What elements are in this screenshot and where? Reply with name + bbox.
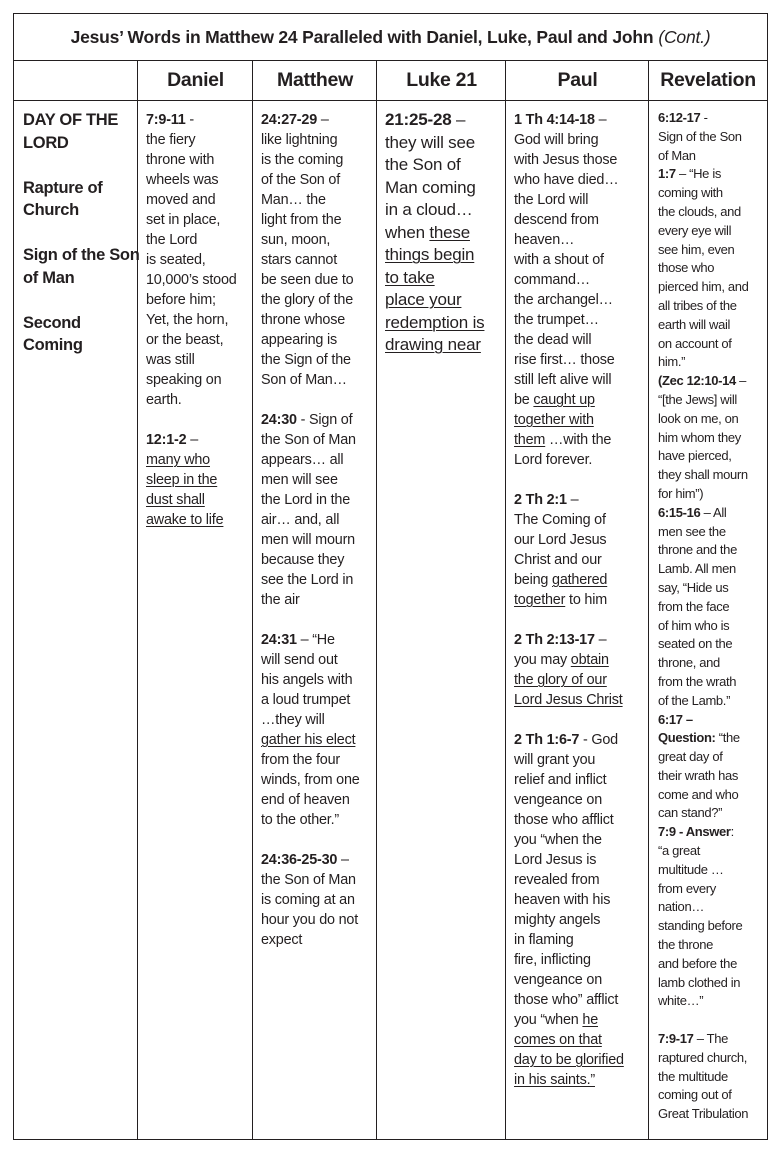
text-line: in a cloud… — [385, 200, 473, 219]
verse-ref: 12:1-2 — [146, 432, 187, 448]
text-line: revealed from — [514, 872, 600, 888]
text-line: was still — [146, 352, 195, 368]
text-line: the archangel… — [514, 292, 613, 308]
text-line — [385, 222, 505, 245]
column-divider — [505, 61, 506, 1139]
matthew-ref-line — [261, 410, 376, 430]
text-line: heaven… — [514, 232, 575, 248]
verse-sep: - — [185, 112, 194, 128]
underlined-text: together with — [514, 412, 594, 428]
text-line: 10,000’s stood — [146, 272, 237, 288]
text-line: with a shout of — [514, 252, 604, 268]
text-line: men will mourn — [261, 532, 355, 548]
text-line — [514, 650, 648, 670]
underlined-text: in his saints.” — [514, 1072, 595, 1088]
text-line: earth. — [146, 392, 182, 408]
text-line: throne with — [146, 152, 215, 168]
text-line: have pierced, — [658, 448, 732, 464]
text-line: will grant you — [514, 752, 596, 768]
text-line: …they will — [261, 712, 325, 728]
text-line: appears… all — [261, 452, 344, 468]
topics-column — [23, 109, 141, 379]
text-line: standing before — [658, 918, 743, 934]
column-header-row — [14, 61, 767, 101]
verse-ref: 6:12-17 — [658, 110, 701, 125]
text-line: from every — [658, 880, 716, 896]
text-line: earth will wail — [658, 316, 731, 332]
text-line: all tribes of the — [658, 297, 737, 313]
text-line: will send out — [261, 652, 338, 668]
text-line: can stand?” — [658, 805, 723, 821]
text-line: like lightning — [261, 132, 338, 148]
text-line: the Lord in the — [261, 492, 351, 508]
rev-ref-line — [658, 109, 770, 128]
text-line — [658, 729, 770, 748]
text-line: moved and — [146, 192, 216, 208]
underlined-text: them — [514, 432, 546, 448]
text-line: appearing is — [261, 332, 338, 348]
underlined-text: gathered — [552, 572, 608, 588]
verse-ref: 1:7 — [658, 166, 676, 182]
text-line: they will see — [385, 132, 475, 152]
matthew-ref-line — [261, 850, 376, 870]
text-line — [385, 334, 505, 357]
text-line — [385, 289, 505, 312]
verse-ref: 7:9-11 — [146, 112, 186, 128]
plain-text: you may — [514, 652, 571, 668]
header-paul: Paul — [557, 69, 598, 91]
text-line: vengeance on — [514, 792, 603, 808]
luke-column — [385, 109, 505, 357]
text-line: who have died… — [514, 172, 619, 188]
text-line — [514, 1010, 648, 1030]
underlined-text: gather his elect — [261, 732, 356, 748]
text-line: vengeance on — [514, 972, 603, 988]
underlined-text: drawing near — [385, 335, 481, 354]
text-line: end of heaven — [261, 792, 350, 808]
verse-ref: 7:9 - Answer — [658, 824, 731, 840]
verse-ref: 6:15-16 — [658, 504, 701, 520]
topic-sign-of-son-of-man: Sign of the Son of Man — [23, 246, 140, 287]
text-line — [514, 390, 648, 410]
column-divider — [376, 61, 377, 1139]
text-line: Yet, the horn, — [146, 312, 229, 328]
text-line: God will bring — [514, 132, 599, 148]
topic-second-coming: Second Coming — [23, 313, 83, 354]
underlined-text: to take — [385, 267, 435, 287]
rev-ref-line — [658, 1030, 770, 1049]
text-line: the fiery — [146, 132, 196, 148]
text-line: raptured church, — [658, 1049, 748, 1065]
text-line: great day of — [658, 749, 723, 765]
verse-sep: - — [700, 110, 708, 125]
text-line — [514, 670, 648, 690]
text-line — [514, 590, 648, 610]
underlined-text: the glory of our — [514, 672, 607, 688]
text-line: before him; — [146, 292, 216, 308]
verse-sep: – — [566, 492, 579, 508]
text-line: expect — [261, 932, 303, 948]
text-line: come and who — [658, 786, 739, 802]
underlined-text: many who — [146, 452, 210, 468]
text-line: the Sign of the — [261, 352, 351, 368]
underlined-text: he — [582, 1012, 599, 1028]
text-line — [146, 510, 251, 530]
table-title — [14, 14, 767, 61]
text-line: the Son of Man — [261, 432, 356, 448]
header-luke: Luke 21 — [406, 69, 477, 91]
paul-column — [514, 110, 648, 1090]
plain-text: being — [514, 572, 553, 588]
text-line: mighty angels — [514, 912, 601, 928]
verse-sep: - God — [579, 732, 618, 748]
text-line: Christ and our — [514, 552, 602, 568]
text-line — [514, 690, 648, 710]
text-line: sun, moon, — [261, 232, 331, 248]
text-line — [514, 1070, 648, 1090]
text-line: still left alive will — [514, 372, 612, 388]
text-line: the trumpet… — [514, 312, 599, 328]
plain-text: to him — [565, 592, 608, 608]
underlined-text: redemption is — [385, 312, 485, 332]
column-divider — [648, 61, 649, 1139]
text-line: The Coming of — [514, 512, 606, 528]
text-line: to the other.” — [261, 812, 339, 828]
text-line: set in place, — [146, 212, 221, 228]
text-line: the air — [261, 592, 300, 608]
text-line: the Son of — [385, 155, 461, 174]
underlined-text: caught up — [533, 392, 595, 408]
text-line: say, “Hide us — [658, 579, 729, 595]
text-line: seated on the — [658, 636, 733, 652]
text-line: of Man — [658, 147, 696, 163]
topic-day-of-the-lord: DAY OF THE LORD — [23, 111, 119, 152]
text-line: the Lord — [146, 232, 198, 248]
text-line: his angels with — [261, 672, 353, 688]
text-line: rise first… those — [514, 352, 615, 368]
text-line: “[the Jews] will — [658, 391, 737, 407]
text-line: their wrath has — [658, 767, 739, 783]
text-line: the throne — [658, 937, 714, 953]
title-main: Jesus’ Words in Matthew 24 Paralleled with Daniel, Luke, Paul and John — [70, 26, 654, 47]
text-line: heaven with his — [514, 892, 611, 908]
plain-text: when — [385, 222, 430, 242]
underlined-text: awake to life — [146, 512, 224, 528]
rev-ref-line — [658, 823, 770, 842]
text-line: the multitude — [658, 1068, 728, 1084]
text-line — [514, 430, 648, 450]
verse-sep: – — [317, 112, 329, 128]
text-line: speaking on — [146, 372, 222, 388]
paul-ref-line — [514, 630, 648, 650]
text-line — [514, 1050, 648, 1070]
paul-ref-line — [514, 110, 648, 130]
underlined-text: these — [429, 222, 470, 242]
text-line: multitude … — [658, 861, 724, 877]
header-revelation: Revelation — [660, 69, 756, 91]
rev-ref-line — [658, 504, 770, 523]
text-line — [514, 570, 648, 590]
text-line: Great Tribulation — [658, 1106, 749, 1122]
verse-sep: – “He is — [675, 166, 722, 182]
text-line: in flaming — [514, 932, 574, 948]
text-line: him.” — [658, 354, 686, 370]
daniel-ref-line — [146, 110, 251, 130]
verse-sep: – — [337, 852, 349, 868]
verse-ref: 7:9-17 — [658, 1031, 694, 1047]
text-line: white…” — [658, 993, 704, 1009]
text-line: is coming at an — [261, 892, 355, 908]
underlined-text: together — [514, 592, 566, 608]
verse-ref: 24:36-25-30 — [261, 852, 338, 868]
text-line: of the Son of — [261, 172, 341, 188]
text-line: Sign of the Son — [658, 128, 742, 144]
verse-sep: – “He — [296, 632, 335, 648]
verse-sep: – — [594, 112, 607, 128]
plain-text: you “when — [514, 1012, 583, 1028]
header-matthew: Matthew — [277, 69, 353, 91]
rev-ref-line — [658, 165, 770, 184]
text-line: and before the — [658, 955, 737, 971]
parallel-table — [13, 13, 768, 1140]
underlined-text: things begin — [385, 245, 475, 264]
verse-sep: – — [186, 432, 199, 448]
text-line — [514, 410, 648, 430]
text-line: the dead will — [514, 332, 592, 348]
text-line: Lamb. All men — [658, 561, 736, 577]
verse-ref: 1 Th 4:14-18 — [514, 112, 595, 128]
text-line: is the coming — [261, 152, 344, 168]
verse-ref: 2 Th 2:1 — [514, 492, 567, 508]
text-line — [385, 244, 505, 267]
verse-ref: 21:25-28 — [385, 110, 452, 129]
verse-ref: (Zec 12:10-14 — [658, 373, 736, 389]
text-line — [146, 470, 251, 490]
text-line: men see the — [658, 523, 726, 539]
text-line: “a great — [658, 843, 701, 859]
plain-text: “the — [715, 730, 740, 746]
text-line: from the four — [261, 752, 340, 768]
text-line: winds, from one — [261, 772, 360, 788]
text-line: is seated, — [146, 252, 206, 268]
text-line: see him, even — [658, 241, 735, 257]
text-line: you “when the — [514, 832, 602, 848]
text-line: our Lord Jesus — [514, 532, 607, 548]
text-line: throne whose — [261, 312, 346, 328]
verse-ref: 24:30 — [261, 412, 297, 428]
text-line: coming with — [658, 185, 723, 201]
underlined-text: comes on that — [514, 1032, 602, 1048]
text-line: be seen due to — [261, 272, 354, 288]
verse-ref: 2 Th 2:13-17 — [514, 632, 595, 648]
daniel-ref-line — [146, 430, 251, 450]
underlined-text: dust shall — [146, 492, 205, 508]
text-line — [514, 1030, 648, 1050]
verse-ref: 24:31 — [261, 632, 297, 648]
matthew-ref-line — [261, 110, 376, 130]
header-daniel: Daniel — [167, 69, 224, 91]
text-line: with Jesus those — [514, 152, 618, 168]
text-line: Lord Jesus is — [514, 852, 597, 868]
text-line: wheels was — [146, 172, 219, 188]
text-line: the glory of the — [261, 292, 353, 308]
text-line: every eye will — [658, 222, 732, 238]
text-line: a loud trumpet — [261, 692, 351, 708]
daniel-column — [146, 110, 251, 530]
column-divider — [252, 61, 253, 1139]
underlined-text: Lord Jesus Christ — [514, 692, 623, 708]
text-line: the Lord will — [514, 192, 589, 208]
underlined-text: sleep in the — [146, 472, 218, 488]
text-line — [261, 730, 376, 750]
text-line: lamb clothed in — [658, 974, 741, 990]
verse-sep: – — [735, 373, 746, 389]
text-line: of the Lamb.” — [658, 692, 731, 708]
text-line: Son of Man… — [261, 372, 347, 388]
verse-ref: 24:27-29 — [261, 112, 318, 128]
text-line: from the face — [658, 598, 730, 614]
text-line: pierced him, and — [658, 279, 749, 295]
text-line — [146, 450, 251, 470]
paul-ref-line — [514, 490, 648, 510]
verse-sep: – — [594, 632, 607, 648]
rev-ref-line — [658, 372, 770, 391]
text-line: descend from — [514, 212, 599, 228]
underlined-text: obtain — [570, 652, 609, 668]
text-line: nation… — [658, 899, 704, 915]
text-line: on account of — [658, 335, 732, 351]
matthew-column — [261, 110, 376, 950]
text-line: Man… the — [261, 192, 326, 208]
text-line: air… and, all — [261, 512, 340, 528]
text-line — [385, 312, 505, 335]
text-line: relief and inflict — [514, 772, 607, 788]
topic-rapture-of-church: Rapture of Church — [23, 178, 103, 219]
text-line: those who afflict — [514, 812, 614, 828]
text-line: they shall mourn — [658, 467, 748, 483]
verse-ref: 2 Th 1:6-7 — [514, 732, 580, 748]
matthew-ref-line — [261, 630, 376, 650]
text-line — [385, 267, 505, 290]
text-line: light from the — [261, 212, 342, 228]
text-line — [146, 490, 251, 510]
luke-ref-line — [385, 109, 505, 132]
underlined-text: place your — [385, 290, 462, 309]
text-line: throne, and — [658, 655, 720, 671]
text-line: for him”) — [658, 485, 704, 501]
verse-sep: - Sign of — [296, 412, 353, 428]
text-line: from the wrath — [658, 673, 737, 689]
verse-sep: – All — [700, 504, 727, 520]
text-line: the clouds, and — [658, 203, 741, 219]
text-line: or the beast, — [146, 332, 224, 348]
text-line: hour you do not — [261, 912, 359, 928]
title-cont: (Cont.) — [658, 26, 711, 47]
text-line: stars cannot — [261, 252, 337, 268]
text-line: because they — [261, 552, 345, 568]
text-line: Man coming — [385, 177, 476, 197]
plain-text: be — [514, 392, 534, 408]
text-line: Lord forever. — [514, 452, 593, 468]
verse-sep: – — [451, 110, 466, 129]
text-line: the Son of Man — [261, 872, 356, 888]
text-line: see the Lord in — [261, 572, 354, 588]
text-line: look on me, on — [658, 410, 739, 426]
question-label: Question: — [658, 730, 716, 746]
verse-sep: : — [730, 824, 734, 840]
text-line: coming out of — [658, 1087, 732, 1103]
paul-ref-line — [514, 730, 648, 750]
text-line: those who” afflict — [514, 992, 619, 1008]
text-line: throne and the — [658, 542, 737, 558]
underlined-text: day to be glorified — [514, 1052, 624, 1068]
text-line: him whom they — [658, 429, 741, 445]
rev-ref-line: 6:17 – — [658, 711, 693, 727]
text-line: those who — [658, 260, 715, 276]
verse-sep: – The — [693, 1031, 729, 1047]
text-line: command… — [514, 272, 590, 288]
text-line: men will see — [261, 472, 338, 488]
plain-text: …with the — [545, 432, 612, 448]
text-line: of him who is — [658, 617, 730, 633]
revelation-column — [658, 109, 770, 1124]
text-line: fire, inflicting — [514, 952, 591, 968]
